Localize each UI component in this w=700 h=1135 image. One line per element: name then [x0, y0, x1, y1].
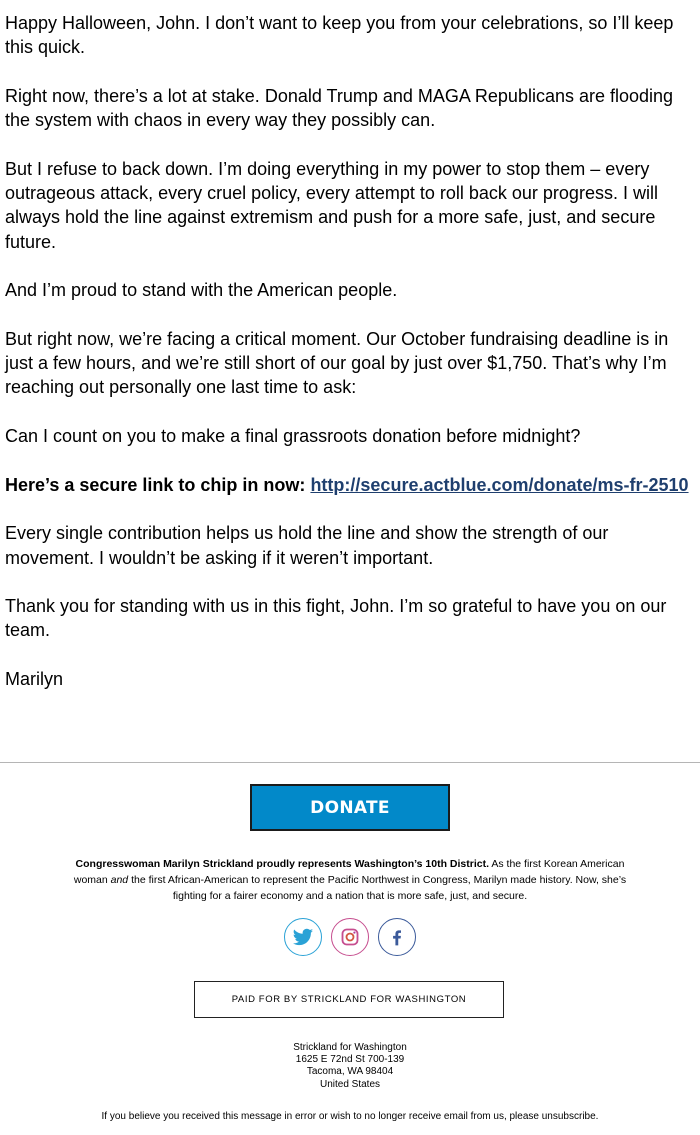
twitter-bird-glyph — [292, 926, 314, 948]
facebook-icon[interactable] — [378, 918, 416, 956]
bio-part1: As the first Korean American woman — [73, 858, 625, 886]
donate-button[interactable]: DONATE — [250, 784, 450, 831]
bio-text — [70, 856, 630, 904]
letter-paragraph: And I’m proud to stand with the American people. — [5, 280, 398, 301]
letter-paragraph: But I refuse to back down. I’m doing everything in my power to stop them – every outrageous attack, every cruel policy, every attempt to roll back our progress. I will always hold the line against extremism and push for a more safe, just, and secure future. — [5, 158, 658, 252]
unsubscribe-notice[interactable]: If you believe you received this message in error or wish to no longer receive email from us, please unsubscribe. — [101, 1111, 599, 1122]
letter-paragraph: Can I count on you to make a final grassroots donation before midnight? — [5, 426, 581, 447]
donation-link[interactable]: http://secure.actblue.com/donate/ms-fr-2510 — [310, 474, 689, 495]
letter-paragraph: Happy Halloween, John. I don’t want to keep you from your celebrations, so I’ll keep this quick. — [5, 13, 674, 58]
instagram-icon[interactable] — [331, 918, 369, 956]
donation-link-intro: Here’s a secure link to chip in now: — [5, 474, 306, 495]
instagram-camera-glyph — [340, 927, 360, 947]
address-city: Tacoma, WA 98404 — [306, 1066, 394, 1078]
social-links — [0, 918, 700, 956]
email-body — [5, 11, 695, 716]
mailing-address — [0, 1042, 700, 1091]
paid-for-disclaimer: PAID FOR BY STRICKLAND FOR WASHINGTON — [194, 981, 504, 1018]
twitter-icon[interactable] — [284, 918, 322, 956]
bio-part2: the first African-American to represent the Pacific Northwest in Congress, Marilyn made history. Now, she’s fighting for a fairer economy and a nation that is more safe, just, and secure. — [128, 874, 627, 902]
letter-paragraph: But right now, we’re facing a critical moment. Our October fundraising deadline is in just a few hours, and we’re still short of our goal by just over $1,750. That’s why I’m reaching out personally one last time to ask: — [5, 328, 669, 398]
address-name: Strickland for Washington — [293, 1042, 407, 1053]
facebook-f-glyph — [387, 927, 407, 947]
footer-divider — [0, 762, 700, 763]
letter-paragraph: Every single contribution helps us hold the line and show the strength of our movement. I wouldn’t be asking if it weren’t important. — [5, 523, 609, 568]
letter-paragraph: Thank you for standing with us in this fight, John. I’m so grateful to have you on our team. — [5, 596, 667, 641]
address-country: United States — [319, 1078, 381, 1090]
donation-link-line — [5, 473, 695, 497]
signature: Marilyn — [5, 669, 64, 690]
letter-paragraph: Right now, there’s a lot at stake. Donald Trump and MAGA Republicans are flooding the system with chaos in every way they possibly can. — [5, 85, 674, 131]
address-street: 1625 E 72nd St 700-139 — [295, 1054, 405, 1066]
bio-bold: Congresswoman Marilyn Strickland proudly represents Washington’s 10th District. — [75, 858, 490, 870]
bio-and: and — [110, 874, 129, 886]
